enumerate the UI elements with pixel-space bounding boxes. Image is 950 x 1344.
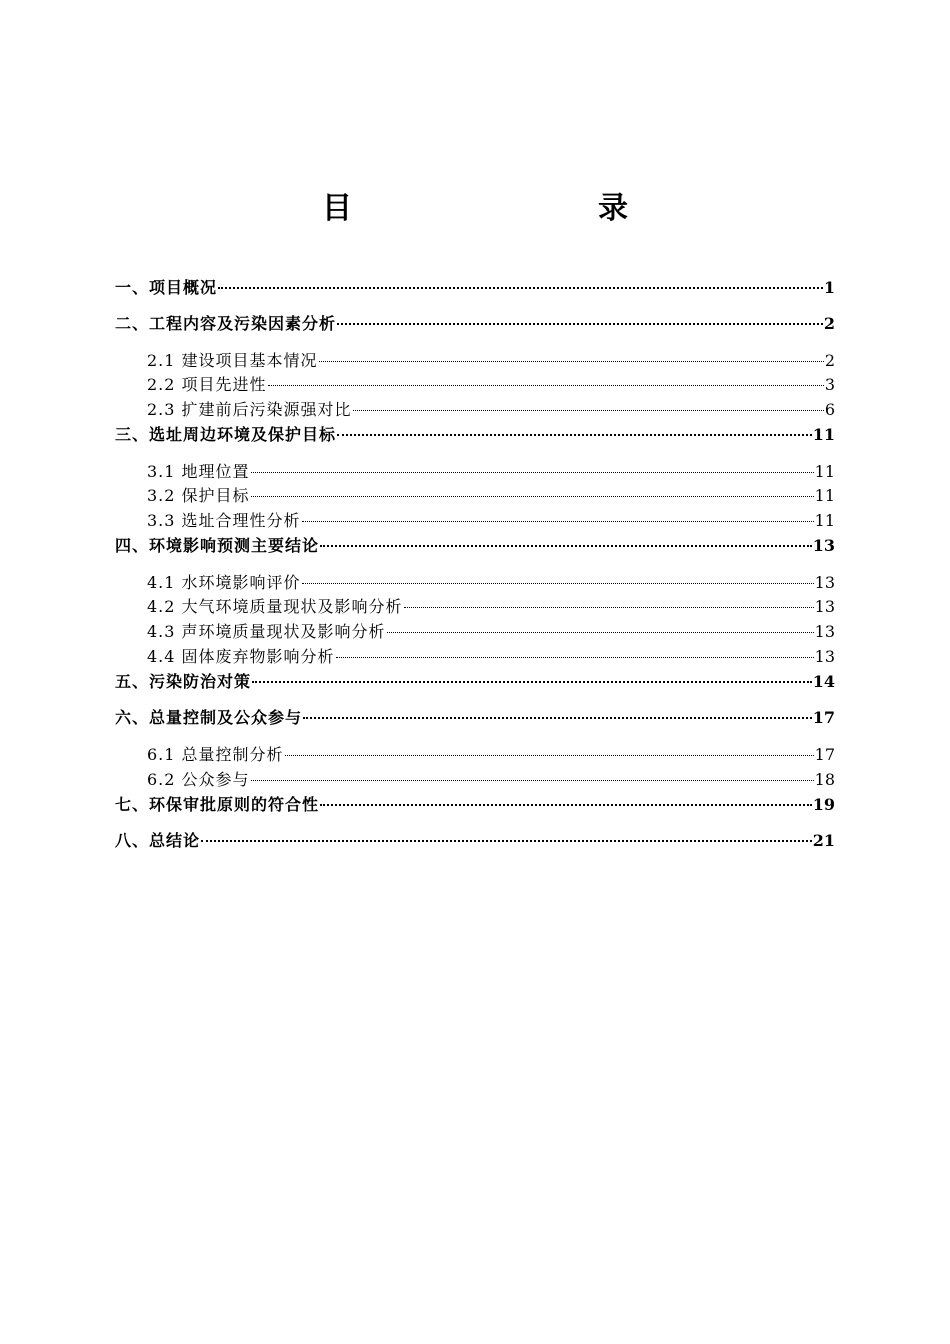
toc-leader <box>218 287 823 289</box>
toc-label: 2.3 扩建前后污染源强对比 <box>147 400 352 419</box>
toc-label: 六、总量控制及公众参与 <box>115 708 303 727</box>
toc-entry[interactable] <box>115 313 835 335</box>
toc-page: 6 <box>824 400 835 419</box>
toc-label: 3.1 地理位置 <box>147 462 250 481</box>
toc-page: 13 <box>814 597 835 616</box>
toc-entry[interactable] <box>115 830 835 852</box>
toc-page: 19 <box>812 795 835 814</box>
toc-entry[interactable] <box>115 707 835 729</box>
toc-entry[interactable] <box>147 572 835 594</box>
toc-page: 2 <box>824 351 835 370</box>
toc-entry[interactable] <box>147 461 835 483</box>
toc-label: 4.3 声环境质量现状及影响分析 <box>147 622 386 641</box>
toc-label: 七、环保审批原则的符合性 <box>115 795 320 814</box>
toc-page: 21 <box>812 831 835 850</box>
toc-leader <box>302 521 814 522</box>
toc-label: 三、选址周边环境及保护目标 <box>115 425 337 444</box>
toc-entry[interactable] <box>115 794 835 816</box>
toc-page: 13 <box>814 622 835 641</box>
toc-label: 八、总结论 <box>115 831 201 850</box>
toc-entry[interactable] <box>115 671 835 693</box>
toc-leader <box>319 361 824 362</box>
toc-leader <box>285 755 814 756</box>
toc-page: 1 <box>823 278 835 297</box>
toc-label: 3.2 保护目标 <box>147 486 250 505</box>
toc-leader <box>320 804 812 806</box>
toc-entry[interactable] <box>147 596 835 618</box>
toc-leader <box>251 472 814 473</box>
toc-leader <box>320 545 812 547</box>
toc-label: 6.2 公众参与 <box>147 770 250 789</box>
toc-entry[interactable] <box>147 744 835 766</box>
toc-entry[interactable] <box>147 399 835 421</box>
toc-page: 2 <box>823 314 835 333</box>
toc-leader <box>387 632 814 633</box>
toc-leader <box>337 434 812 436</box>
toc-leader <box>201 840 812 842</box>
toc-entry[interactable] <box>147 646 835 668</box>
toc-page: 17 <box>812 708 835 727</box>
toc-leader <box>302 583 814 584</box>
toc-entry[interactable] <box>115 277 835 299</box>
toc-label: 3.3 选址合理性分析 <box>147 511 301 530</box>
toc-label: 2.2 项目先进性 <box>147 375 267 394</box>
toc-page: 3 <box>824 375 835 394</box>
page-title: 目 录 <box>322 191 690 226</box>
toc-label: 四、环境影响预测主要结论 <box>115 536 320 555</box>
toc-label: 4.1 水环境影响评价 <box>147 573 301 592</box>
toc-entry[interactable] <box>147 350 835 372</box>
toc-page: 11 <box>814 511 835 530</box>
toc-label: 一、项目概况 <box>115 278 218 297</box>
toc-page: 18 <box>814 770 835 789</box>
toc-page: 11 <box>812 425 835 444</box>
toc-entry[interactable] <box>147 510 835 532</box>
toc-label: 4.2 大气环境质量现状及影响分析 <box>147 597 403 616</box>
toc-page: 11 <box>814 462 835 481</box>
toc-page: 17 <box>814 745 835 764</box>
toc-leader <box>303 717 812 719</box>
toc-label: 6.1 总量控制分析 <box>147 745 284 764</box>
toc-label: 二、工程内容及污染因素分析 <box>115 314 337 333</box>
toc-label: 4.4 固体废弃物影响分析 <box>147 647 335 666</box>
toc-leader <box>252 681 812 683</box>
toc-leader <box>251 780 814 781</box>
toc-entry[interactable] <box>147 621 835 643</box>
toc-entry[interactable] <box>147 485 835 507</box>
toc-entry[interactable] <box>115 535 835 557</box>
toc-page: 14 <box>812 672 835 691</box>
toc-page: 13 <box>812 536 835 555</box>
toc-page: 13 <box>814 573 835 592</box>
toc-entry[interactable] <box>147 374 835 396</box>
toc-entry[interactable] <box>115 424 835 446</box>
toc-leader <box>251 496 814 497</box>
toc-leader <box>336 657 814 658</box>
toc-leader <box>404 607 814 608</box>
toc-entry[interactable] <box>147 769 835 791</box>
toc-page: 13 <box>814 647 835 666</box>
toc-label: 五、污染防治对策 <box>115 672 252 691</box>
toc-leader <box>337 323 823 325</box>
toc-page: 11 <box>814 486 835 505</box>
toc-leader <box>353 410 824 411</box>
toc-label: 2.1 建设项目基本情况 <box>147 351 318 370</box>
toc-leader <box>268 385 824 386</box>
